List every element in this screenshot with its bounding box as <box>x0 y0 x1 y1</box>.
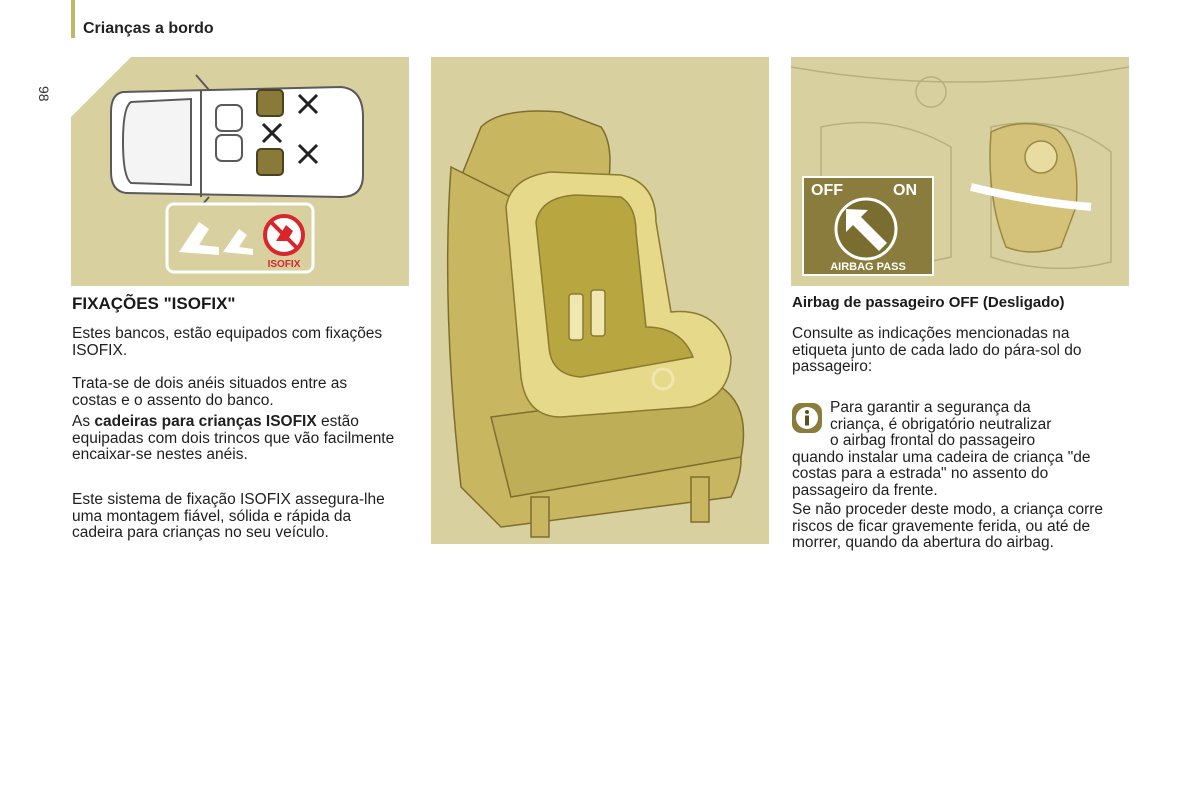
airbag-heading: Airbag de passageiro OFF (Desligado) <box>792 294 1065 311</box>
child-seat <box>506 172 731 417</box>
info-icon <box>791 402 823 434</box>
page-number: 98 <box>36 86 52 102</box>
info-line-2: criança, é obrigatório neutralizar <box>830 415 1052 433</box>
passenger-child-seat <box>971 124 1091 252</box>
airbag-paragraph-1: Consulte as indicações mencionadas na etiqueta junto de cada lado do pára-sol do passageiro: <box>792 325 1082 375</box>
isofix-paragraph-4: Este sistema de fixação ISOFIX assegura-lhe uma montagem fiável, sólida e rápida da cadeira para crianças no seu veículo. <box>72 491 385 541</box>
switch-caption: AIRBAG PASS <box>830 261 906 273</box>
isofix-paragraph-1: Estes bancos, estão equipados com fixações ISOFIX. <box>72 325 383 359</box>
info-line-1: Para garantir a segurança da <box>830 399 1031 416</box>
switch-off-label: OFF <box>811 182 843 199</box>
isofix-heading: FIXAÇÕES "ISOFIX" <box>72 294 236 313</box>
car-seat-layout-illustration <box>71 57 409 286</box>
no-child-seat-icon <box>265 216 303 254</box>
child-seat-illustration <box>431 57 769 544</box>
isofix-label: ISOFIX <box>267 259 301 270</box>
section-title: Crianças a bordo <box>83 20 214 37</box>
airbag-warning-paragraph: Se não proceder deste modo, a criança corre riscos de ficar gravemente ferida, ou até de morrer, quando da abertura do airbag. <box>792 501 1104 551</box>
info-line-3: o airbag frontal do passageiro <box>830 432 1036 449</box>
isofix-seats-bold: cadeiras para crianças ISOFIX <box>94 413 317 430</box>
info-paragraph-rest: quando instalar uma cadeira de criança "de costas para a estrada" no assento do passageiro da frente. <box>792 448 1091 499</box>
header-accent-bar <box>71 0 75 38</box>
airbag-switch-illustration <box>791 57 1129 286</box>
switch-on-label: ON <box>893 182 917 199</box>
airbag-switch <box>803 177 933 275</box>
isofix-paragraph-2: Trata-se de dois anéis situados entre as costas e o assento do banco. <box>72 375 348 409</box>
isofix-paragraph-3: As cadeiras para crianças ISOFIX estão equipadas com dois trincos que vão facilmente encaixar-se nestes anéis. <box>72 413 395 463</box>
